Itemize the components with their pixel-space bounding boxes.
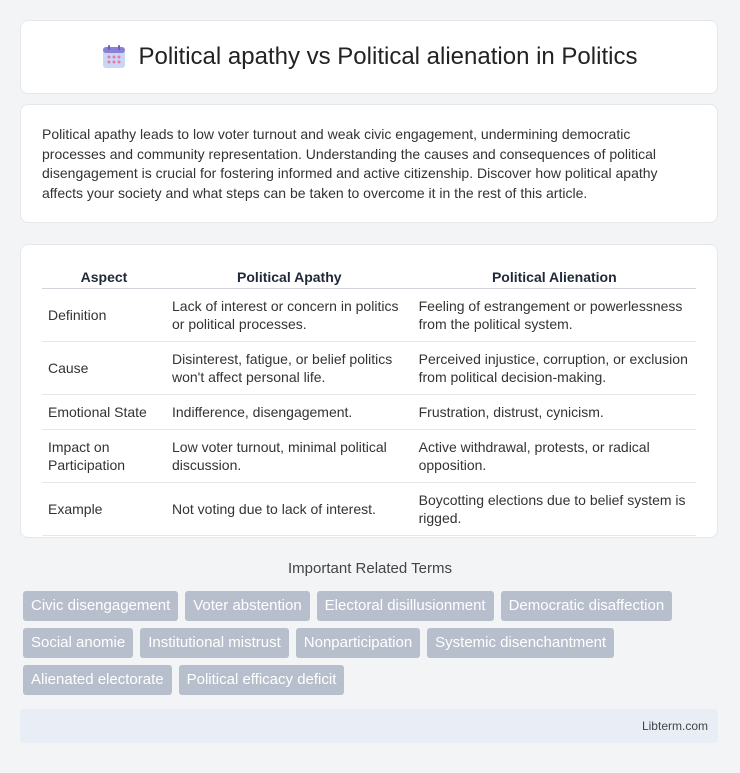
table-cell: Example xyxy=(42,483,166,536)
intro-text: Political apathy leads to low voter turnout and weak civic engagement, undermining democratic processes and community representation. Understanding the causes and consequences of political disengagement is crucial for fostering informed and active citizenship. Discover how political apathy affects your society and what steps can be taken to overcome it in the rest of this article. xyxy=(42,126,658,201)
related-term-tag[interactable]: Civic disengagement xyxy=(23,591,178,621)
table-cell: Emotional State xyxy=(42,395,166,430)
table-row xyxy=(42,395,696,430)
comparison-table-card xyxy=(20,244,718,538)
table-row xyxy=(42,430,696,483)
related-terms-list xyxy=(23,591,723,695)
table-cell: Feeling of estrangement or powerlessness from the political system. xyxy=(413,289,696,342)
table-cell: Low voter turnout, minimal political discussion. xyxy=(166,430,413,483)
table-cell: Definition xyxy=(42,289,166,342)
related-term-tag[interactable]: Alienated electorate xyxy=(23,665,172,695)
table-cell: Boycotting elections due to belief system is rigged. xyxy=(413,483,696,536)
intro-card xyxy=(20,104,718,223)
related-terms-title: Important Related Terms xyxy=(288,560,452,577)
table-row xyxy=(42,483,696,536)
table-header-row xyxy=(42,265,696,289)
related-term-tag[interactable]: Institutional mistrust xyxy=(140,628,289,658)
related-term-tag[interactable]: Systemic disenchantment xyxy=(427,628,614,658)
column-header: Aspect xyxy=(42,265,166,289)
table-cell: Not voting due to lack of interest. xyxy=(166,483,413,536)
footer-site-link[interactable]: Libterm.com xyxy=(641,719,708,733)
table-cell: Impact on Participation xyxy=(42,430,166,483)
calendar-icon xyxy=(101,44,127,70)
table-row xyxy=(42,289,696,342)
related-term-tag[interactable]: Nonparticipation xyxy=(296,628,420,658)
column-header: Political Apathy xyxy=(166,265,413,289)
related-term-tag[interactable]: Electoral disillusionment xyxy=(317,591,494,621)
title-card xyxy=(20,20,718,94)
table-cell: Cause xyxy=(42,342,166,395)
table-row xyxy=(42,342,696,395)
table-cell: Active withdrawal, protests, or radical opposition. xyxy=(413,430,696,483)
table-cell: Disinterest, fatigue, or belief politics won't affect personal life. xyxy=(166,342,413,395)
column-header: Political Alienation xyxy=(413,265,696,289)
footer xyxy=(20,709,718,743)
related-term-tag[interactable]: Social anomie xyxy=(23,628,133,658)
related-term-tag[interactable]: Political efficacy deficit xyxy=(179,665,345,695)
page-title: Political apathy vs Political alienation in Politics xyxy=(138,43,638,70)
related-term-tag[interactable]: Democratic disaffection xyxy=(501,591,673,621)
table-cell: Indifference, disengagement. xyxy=(166,395,413,430)
table-cell: Frustration, distrust, cynicism. xyxy=(413,395,696,430)
related-term-tag[interactable]: Voter abstention xyxy=(185,591,309,621)
table-cell: Perceived injustice, corruption, or exclusion from political decision-making. xyxy=(413,342,696,395)
comparison-table xyxy=(42,265,696,536)
table-cell: Lack of interest or concern in politics or political processes. xyxy=(166,289,413,342)
